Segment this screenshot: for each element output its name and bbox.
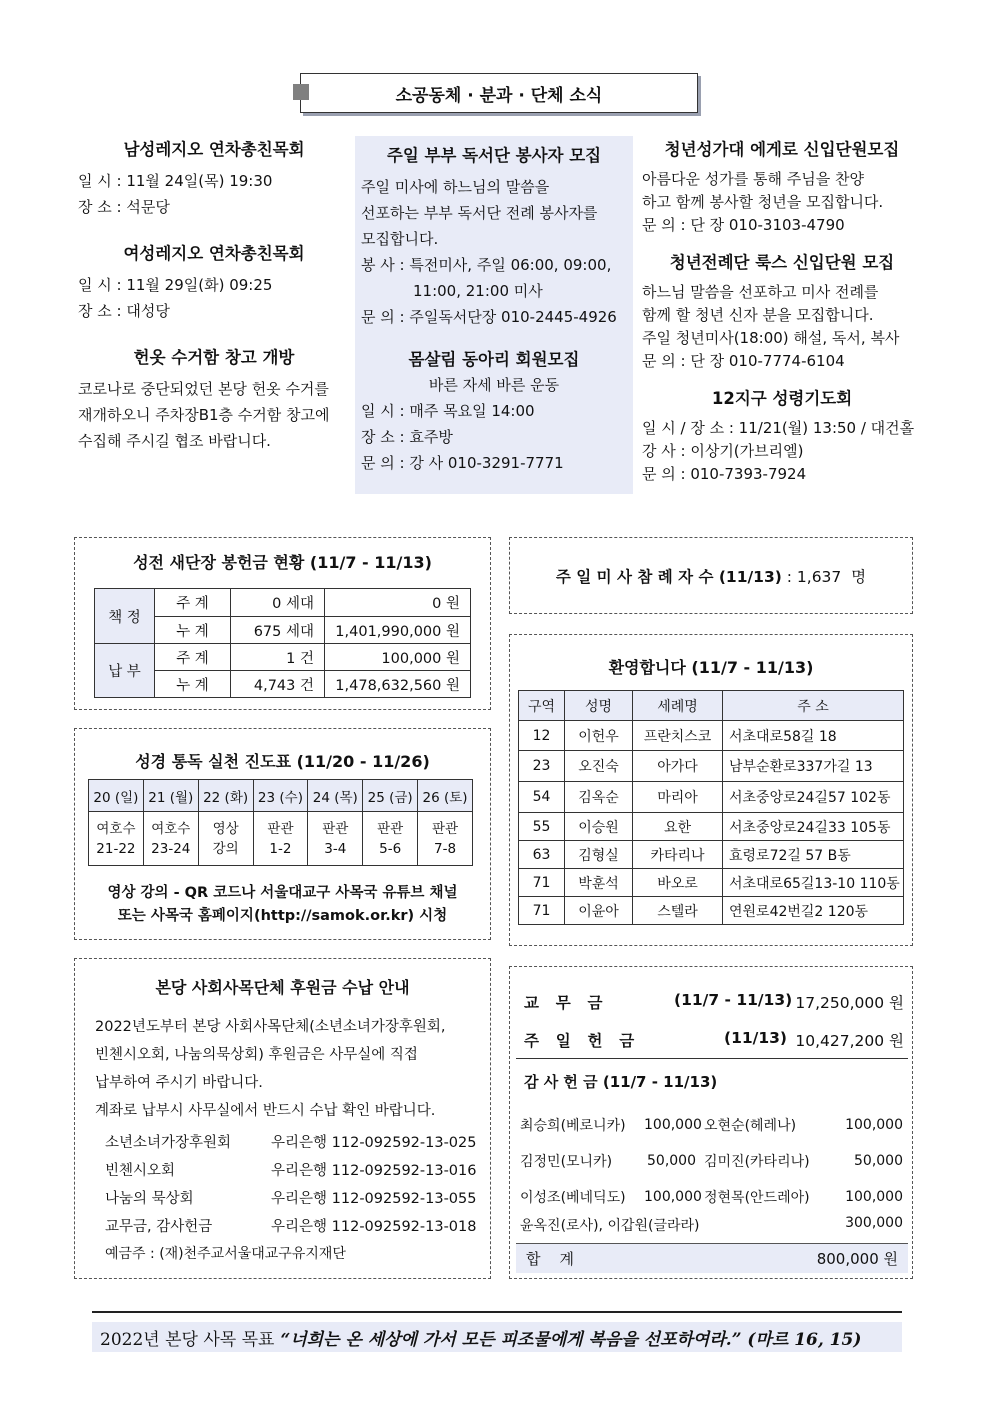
- thanks-title: 감 사 헌 금 (11/7 - 11/13): [524, 1073, 718, 1091]
- welcome-baptismal-name: 마리아: [633, 782, 723, 813]
- donor-name: 이성조(베네딕도): [520, 1190, 626, 1206]
- thanks-row: [520, 1215, 903, 1235]
- news-line: 아름다운 성가를 통해 주님을 찬양: [642, 170, 864, 188]
- bible-book: 여호수: [96, 820, 136, 837]
- welcome-baptismal-name: 카타리나: [633, 841, 723, 869]
- news-line: 주일 미사에 하느님의 말씀을: [361, 178, 550, 196]
- welcome-header: 구역: [519, 691, 565, 721]
- donor-amount: 100,000: [845, 1189, 903, 1205]
- bible-day: 25 (금): [363, 780, 418, 812]
- account-row: [105, 1213, 485, 1241]
- account-bank: 우리은행 112-092592-13-025: [271, 1135, 477, 1151]
- bible-book: 판관: [377, 820, 404, 837]
- news-line: 장 소 : 석문당: [78, 198, 170, 216]
- welcome-district: 55: [519, 813, 565, 841]
- bible-plan-box: [74, 728, 491, 940]
- news-title: 청년전례단 룩스 신입단원 모집: [669, 253, 895, 272]
- finance-label: 주 일 헌 금: [524, 1032, 637, 1050]
- bible-chapter: 강의: [212, 840, 239, 857]
- welcome-header: 주 소: [723, 691, 904, 721]
- news-title: 청년성가대 에게로 신입단원모집: [664, 140, 900, 159]
- news-title: 주일 부부 독서단 봉사자 모집: [386, 146, 602, 165]
- bible-chapter: 7-8: [434, 840, 457, 857]
- welcome-address: 서초중앙로24길33 105동: [723, 813, 904, 841]
- news-line: 재개하오니 주차장B1층 수거함 창고에: [78, 406, 330, 424]
- donation-text: 빈첸시오회, 나눔의묵상회) 후원금은 사무실에 직접: [95, 1047, 418, 1063]
- news-column-1: [78, 136, 350, 454]
- welcome-name: 이승원: [565, 813, 633, 841]
- offering-table: [94, 588, 471, 698]
- footer-prefix: 2022년 본당 사목 목표: [100, 1329, 275, 1350]
- news-title: 몸살림 동아리 회원모집: [408, 350, 580, 369]
- news-line: 일 시 / 장 소 : 11/21(월) 13:50 / 대건홀: [642, 419, 915, 437]
- bible-book: 판관: [322, 820, 349, 837]
- section-title: 소공동체 · 분과 · 단체 소식: [395, 85, 603, 106]
- news-line: 수집해 주시길 협조 바랍니다.: [78, 432, 271, 450]
- footer-motto: “너희는 온 세상에 가서 모든 피조물에게 복음을 선포하여라.” (마르 16, 15): [280, 1329, 862, 1350]
- thanks-row: [520, 1107, 903, 1143]
- offering-row-count: 675 세대: [231, 617, 325, 644]
- finance-row: [524, 991, 904, 1013]
- donation-guide-box: [74, 958, 491, 1279]
- footer-divider: [92, 1311, 902, 1313]
- bible-chapter: 1-2: [269, 840, 292, 857]
- account-name: 빈첸시오회: [105, 1163, 176, 1179]
- donor-amount: 300,000: [845, 1215, 903, 1231]
- account-name: 소년소녀가장후원회: [105, 1135, 232, 1151]
- welcome-district: 63: [519, 841, 565, 869]
- finance-box: [509, 966, 913, 1279]
- donor-name: 김정민(모니카): [520, 1154, 613, 1170]
- news-line: 문 의 : 주일독서단장 010-2445-4926: [361, 308, 617, 326]
- total-row: [516, 1243, 908, 1273]
- bible-chapter: 3-4: [324, 840, 347, 857]
- finance-period: (11/13): [724, 1029, 787, 1047]
- offering-row-amount: 1,478,632,560 원: [325, 671, 471, 698]
- bible-book: 여호수: [151, 820, 191, 837]
- account-holder: 예금주 : (재)천주교서울대교구유지재단: [105, 1246, 346, 1262]
- total-amount: 800,000 원: [816, 1250, 898, 1268]
- news-title: 12지구 성령기도회: [711, 389, 853, 408]
- news-line: 문 의 : 강 사 010-3291-7771: [361, 454, 564, 472]
- offering-row-label: 주 계: [155, 589, 231, 617]
- bible-title: 성경 통독 실천 진도표 (11/20 - 11/26): [135, 752, 430, 771]
- account-row: [105, 1129, 485, 1157]
- finance-period: (11/7 - 11/13): [674, 991, 793, 1009]
- welcome-district: 23: [519, 751, 565, 782]
- account-name: 나눔의 묵상회: [105, 1191, 194, 1207]
- news-line: 주일 청년미사(18:00) 해설, 독서, 복사: [642, 329, 900, 347]
- bible-day: 20 (일): [89, 780, 144, 812]
- donation-text: 2022년도부터 본당 사회사목단체(소년소녀가장후원회,: [95, 1019, 446, 1035]
- news-line: 하고 함께 봉사할 청년을 모집합니다.: [642, 193, 884, 211]
- welcome-district: 54: [519, 782, 565, 813]
- news-line: 문 의 : 단 장 010-7774-6104: [642, 352, 845, 370]
- donor-amount: 50,000: [854, 1153, 903, 1169]
- bible-day: 21 (월): [143, 780, 198, 812]
- offering-title: 성전 새단장 봉헌금 현황 (11/7 - 11/13): [133, 553, 432, 572]
- news-line: 일 시 : 매주 목요일 14:00: [361, 402, 535, 420]
- section-title-box: [300, 73, 698, 113]
- finance-amount: 17,250,000 원: [795, 994, 904, 1012]
- news-line: 11:00, 21:00 미사: [413, 282, 543, 300]
- welcome-header: 성명: [565, 691, 633, 721]
- welcome-baptismal-name: 아가다: [633, 751, 723, 782]
- welcome-row: [519, 841, 904, 869]
- welcome-box: [509, 634, 913, 946]
- welcome-address: 서초대로65길13-10 110동: [723, 869, 904, 897]
- donor-name: 최승희(베로니카): [520, 1118, 626, 1134]
- bible-chapter: 21-22: [96, 840, 136, 857]
- news-line: 일 시 : 11월 29일(화) 09:25: [78, 276, 273, 294]
- news-line: 선포하는 부부 독서단 전례 봉사자를: [361, 204, 598, 222]
- offering-row-amount: 0 원: [325, 589, 471, 617]
- news-title: 남성레지오 연차총친목회: [123, 140, 305, 159]
- thanks-row: [520, 1179, 903, 1215]
- donor-amount: 100,000: [644, 1189, 702, 1205]
- offering-row-label: 누 계: [155, 617, 231, 644]
- welcome-address: 서초중앙로24길57 102동: [723, 782, 904, 813]
- news-column-3: [642, 136, 922, 486]
- welcome-row: [519, 782, 904, 813]
- news-column-2: [355, 136, 633, 494]
- thanks-row: [520, 1143, 903, 1179]
- offering-status-box: [74, 537, 491, 710]
- footer-banner: [92, 1322, 902, 1352]
- welcome-table: [518, 690, 904, 925]
- welcome-address: 효령로72길 57 B동: [723, 841, 904, 869]
- welcome-baptismal-name: 스텔라: [633, 897, 723, 925]
- account-bank: 우리은행 112-092592-13-016: [271, 1163, 477, 1179]
- welcome-baptismal-name: 요한: [633, 813, 723, 841]
- finance-row: [524, 1029, 904, 1051]
- bible-book: 판관: [267, 820, 294, 837]
- welcome-name: 김형실: [565, 841, 633, 869]
- welcome-name: 김옥순: [565, 782, 633, 813]
- bible-day: 24 (목): [308, 780, 363, 812]
- welcome-baptismal-name: 바오로: [633, 869, 723, 897]
- offering-row-amount: 100,000 원: [325, 644, 471, 671]
- bible-book: 판관: [431, 820, 459, 837]
- news-line: 강 사 : 이상기(가브리엘): [642, 442, 804, 460]
- account-name: 교무금, 감사헌금: [105, 1219, 213, 1235]
- bible-table: [88, 779, 473, 866]
- welcome-name: 이헌우: [565, 721, 633, 751]
- news-line: 문 의 : 단 장 010-3103-4790: [642, 216, 845, 234]
- welcome-name: 이윤아: [565, 897, 633, 925]
- finance-amount: 10,427,200 원: [795, 1032, 904, 1050]
- bible-day: 26 (토): [418, 780, 473, 812]
- title-bullet-icon: [293, 84, 309, 100]
- welcome-district: 71: [519, 869, 565, 897]
- news-line: 코로나로 중단되었던 본당 헌옷 수거를: [78, 380, 329, 398]
- welcome-row: [519, 751, 904, 782]
- bible-note: 또는 사목국 홈페이지(http://samok.or.kr) 시청: [117, 908, 448, 924]
- donation-text: 납부하여 주시기 바랍니다.: [95, 1075, 263, 1091]
- welcome-header: 세례명: [633, 691, 723, 721]
- account-row: [105, 1157, 485, 1185]
- donor-amount: 50,000: [647, 1153, 696, 1169]
- offering-row-label: 누 계: [155, 671, 231, 698]
- account-row: [105, 1185, 485, 1213]
- offering-group-label: 납 부: [95, 644, 155, 698]
- finance-label: 교 무 금: [524, 994, 605, 1012]
- welcome-baptismal-name: 프란치스코: [633, 721, 723, 751]
- attendance-box: [509, 537, 913, 614]
- offering-row-amount: 1,401,990,000 원: [325, 617, 471, 644]
- news-line: 함께 할 청년 신자 분을 모집합니다.: [642, 306, 874, 324]
- donor-name: 윤옥진(로사), 이갑원(글라라): [520, 1218, 700, 1234]
- welcome-address: 남부순환로337가길 13: [723, 751, 904, 782]
- welcome-row: [519, 897, 904, 925]
- account-bank: 우리은행 112-092592-13-018: [271, 1219, 477, 1235]
- news-line: 장 소 : 대성당: [78, 302, 170, 320]
- welcome-title: 환영합니다 (11/7 - 11/13): [608, 658, 814, 677]
- news-title: 헌옷 수거함 창고 개방: [133, 348, 295, 367]
- donor-amount: 100,000: [644, 1117, 702, 1133]
- welcome-district: 12: [519, 721, 565, 751]
- news-subtitle: 바른 자세 바른 운동: [428, 376, 560, 394]
- donor-amount: 100,000: [845, 1117, 903, 1133]
- total-label: 합 계: [526, 1250, 575, 1268]
- bible-chapter: 23-24: [151, 840, 191, 857]
- offering-row-label: 주 계: [155, 644, 231, 671]
- news-line: 모집합니다.: [361, 230, 439, 248]
- welcome-name: 오진숙: [565, 751, 633, 782]
- welcome-row: [519, 869, 904, 897]
- offering-group-label: 책 정: [95, 589, 155, 644]
- offering-row-count: 1 건: [231, 644, 325, 671]
- welcome-row: [519, 813, 904, 841]
- donation-text: 계좌로 납부시 사무실에서 반드시 수납 확인 바랍니다.: [95, 1103, 436, 1119]
- donor-name: 정현목(안드레아): [704, 1190, 810, 1206]
- news-title: 여성레지오 연차총친목회: [123, 244, 305, 263]
- offering-row-count: 4,743 건: [231, 671, 325, 698]
- welcome-district: 71: [519, 897, 565, 925]
- bible-book: 영상: [212, 820, 239, 837]
- bible-note: 영상 강의 - QR 코드나 서울대교구 사목국 유튜브 채널: [107, 885, 458, 901]
- welcome-row: [519, 721, 904, 751]
- welcome-address: 서초대로58길 18: [723, 721, 904, 751]
- news-line: 장 소 : 효주방: [361, 428, 453, 446]
- welcome-address: 연원로42번길2 120동: [723, 897, 904, 925]
- donation-title: 본당 사회사목단체 후원금 수납 안내: [155, 978, 410, 997]
- bible-chapter: 5-6: [379, 840, 402, 857]
- bible-day: 22 (화): [198, 780, 253, 812]
- account-bank: 우리은행 112-092592-13-055: [271, 1191, 477, 1207]
- donor-name: 오현순(헤레나): [704, 1118, 797, 1134]
- bible-day: 23 (수): [253, 780, 308, 812]
- welcome-name: 박훈석: [565, 869, 633, 897]
- donor-name: 김미진(카타리나): [704, 1154, 810, 1170]
- finance-divider: [516, 1058, 908, 1059]
- news-line: 봉 사 : 특전미사, 주일 06:00, 09:00,: [361, 256, 612, 274]
- news-line: 하느님 말씀을 선포하고 미사 전례를: [642, 283, 879, 301]
- offering-row-count: 0 세대: [231, 589, 325, 617]
- news-line: 문 의 : 010-7393-7924: [642, 465, 807, 483]
- attendance-label: 주 일 미 사 참 례 자 수 (11/13): [555, 567, 782, 586]
- attendance-value: : 1,637 명: [781, 567, 867, 586]
- news-line: 일 시 : 11월 24일(목) 19:30: [78, 172, 273, 190]
